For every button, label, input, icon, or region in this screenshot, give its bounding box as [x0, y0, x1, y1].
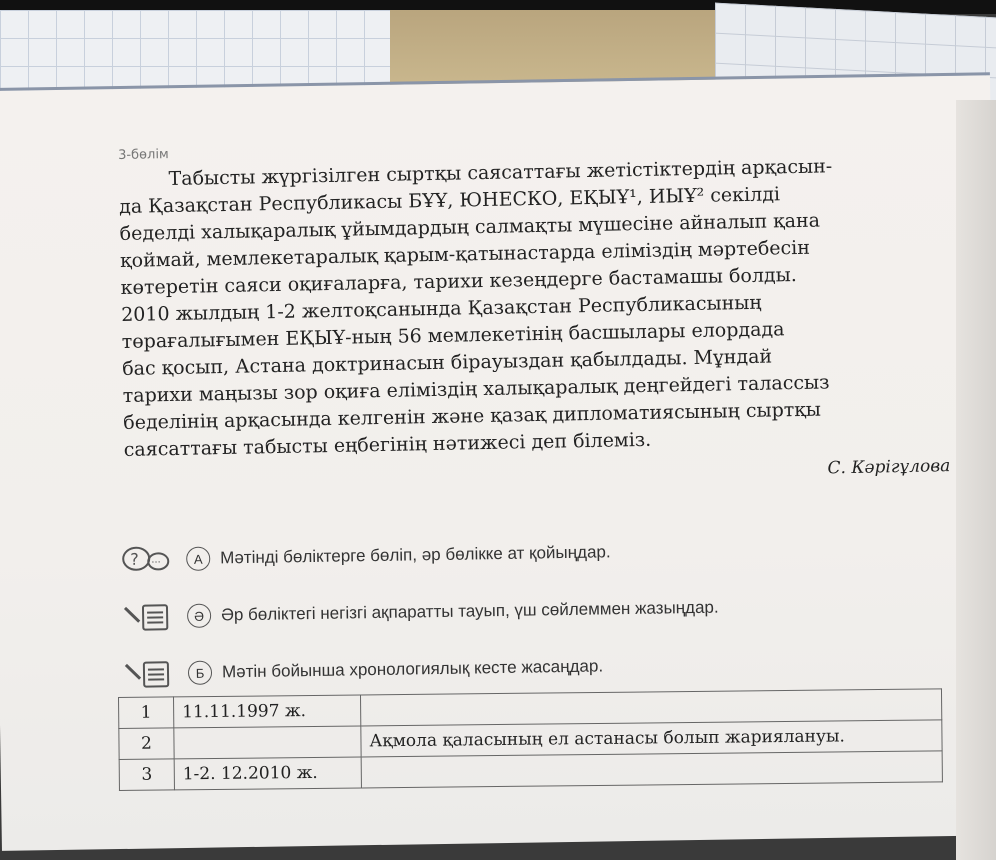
text-block	[118, 132, 954, 492]
task-list	[120, 532, 943, 716]
task-item	[122, 646, 942, 689]
row-number: 1	[119, 697, 174, 729]
text-line: беделді халықаралық ұйымдардың салмақты мүшесіне айналып қана	[119, 205, 949, 248]
task-letter-badge: А	[186, 547, 210, 571]
task-text: Мәтін бойынша хронологиялық кесте жасаңдар.	[222, 656, 603, 682]
text-line: беделінің арқасында келгенін және қазақ дипломатиясының сыртқы	[123, 394, 953, 437]
text-line: қоймай, мемлекетаралық қарым-қатынастарда еліміздің мәртебесін	[120, 232, 950, 275]
task-text: Әр бөліктегі негізгі ақпаратты тауып, үш сөйлеммен жазыңдар.	[221, 598, 719, 626]
text-line: 2010 жылдың 1-2 желтоқсанында Қазақстан Республикасының	[121, 286, 951, 329]
text-line: да Қазақстан Республикасы БҰҰ, ЮНЕСКО, ЕҚЫҰ¹, ИЫҰ² секілді	[119, 178, 949, 221]
question-discussion-icon	[120, 544, 178, 575]
row-date: 1-2. 12.2010 ж.	[174, 757, 361, 790]
section-label: 3-бөлім	[118, 132, 948, 163]
writing-notebook-icon	[121, 601, 179, 632]
row-number: 3	[119, 759, 174, 791]
svg-text:?: ?	[130, 550, 139, 569]
writing-notebook-icon	[122, 658, 180, 689]
text-line: Табысты жүргізілген сыртқы саясаттағы жетістіктердің арқасын-	[118, 151, 948, 194]
text-line: саясаттағы табысты еңбегінің нәтижесі деп білеміз.	[124, 421, 954, 464]
text-line: көтеретін саяси оқиғаларға, тарихи кезеңдерге бастамашы болды.	[120, 259, 950, 302]
page-gutter	[956, 100, 996, 860]
chronology-table	[118, 688, 943, 791]
row-date	[174, 726, 361, 759]
text-line: төрағалығымен ЕҚЫҰ-ның 56 мемлекетінің басшылары елордада	[121, 313, 951, 356]
task-item	[121, 589, 941, 632]
text-line: тарихи маңызы зор оқиға еліміздің халықаралық деңгейдегі талассыз	[123, 367, 953, 410]
svg-text:···: ···	[151, 557, 161, 568]
row-event: Ақмола қаласының ел астанасы болып жариялануы.	[361, 720, 942, 757]
task-text: Мәтінді бөліктерге бөліп, әр бөлікке ат қойыңдар.	[220, 542, 611, 568]
row-date: 11.11.1997 ж.	[174, 695, 361, 728]
row-event	[361, 751, 942, 788]
task-letter-badge: Ә	[187, 604, 211, 628]
task-letter-badge: Б	[188, 661, 212, 685]
main-paragraph	[118, 151, 954, 464]
text-line: бас қосып, Астана доктринасын бірауыздан қабылдады. Мұндай	[122, 340, 952, 383]
row-number: 2	[119, 728, 174, 760]
author-name: С. Кәрігұлова	[124, 456, 954, 492]
